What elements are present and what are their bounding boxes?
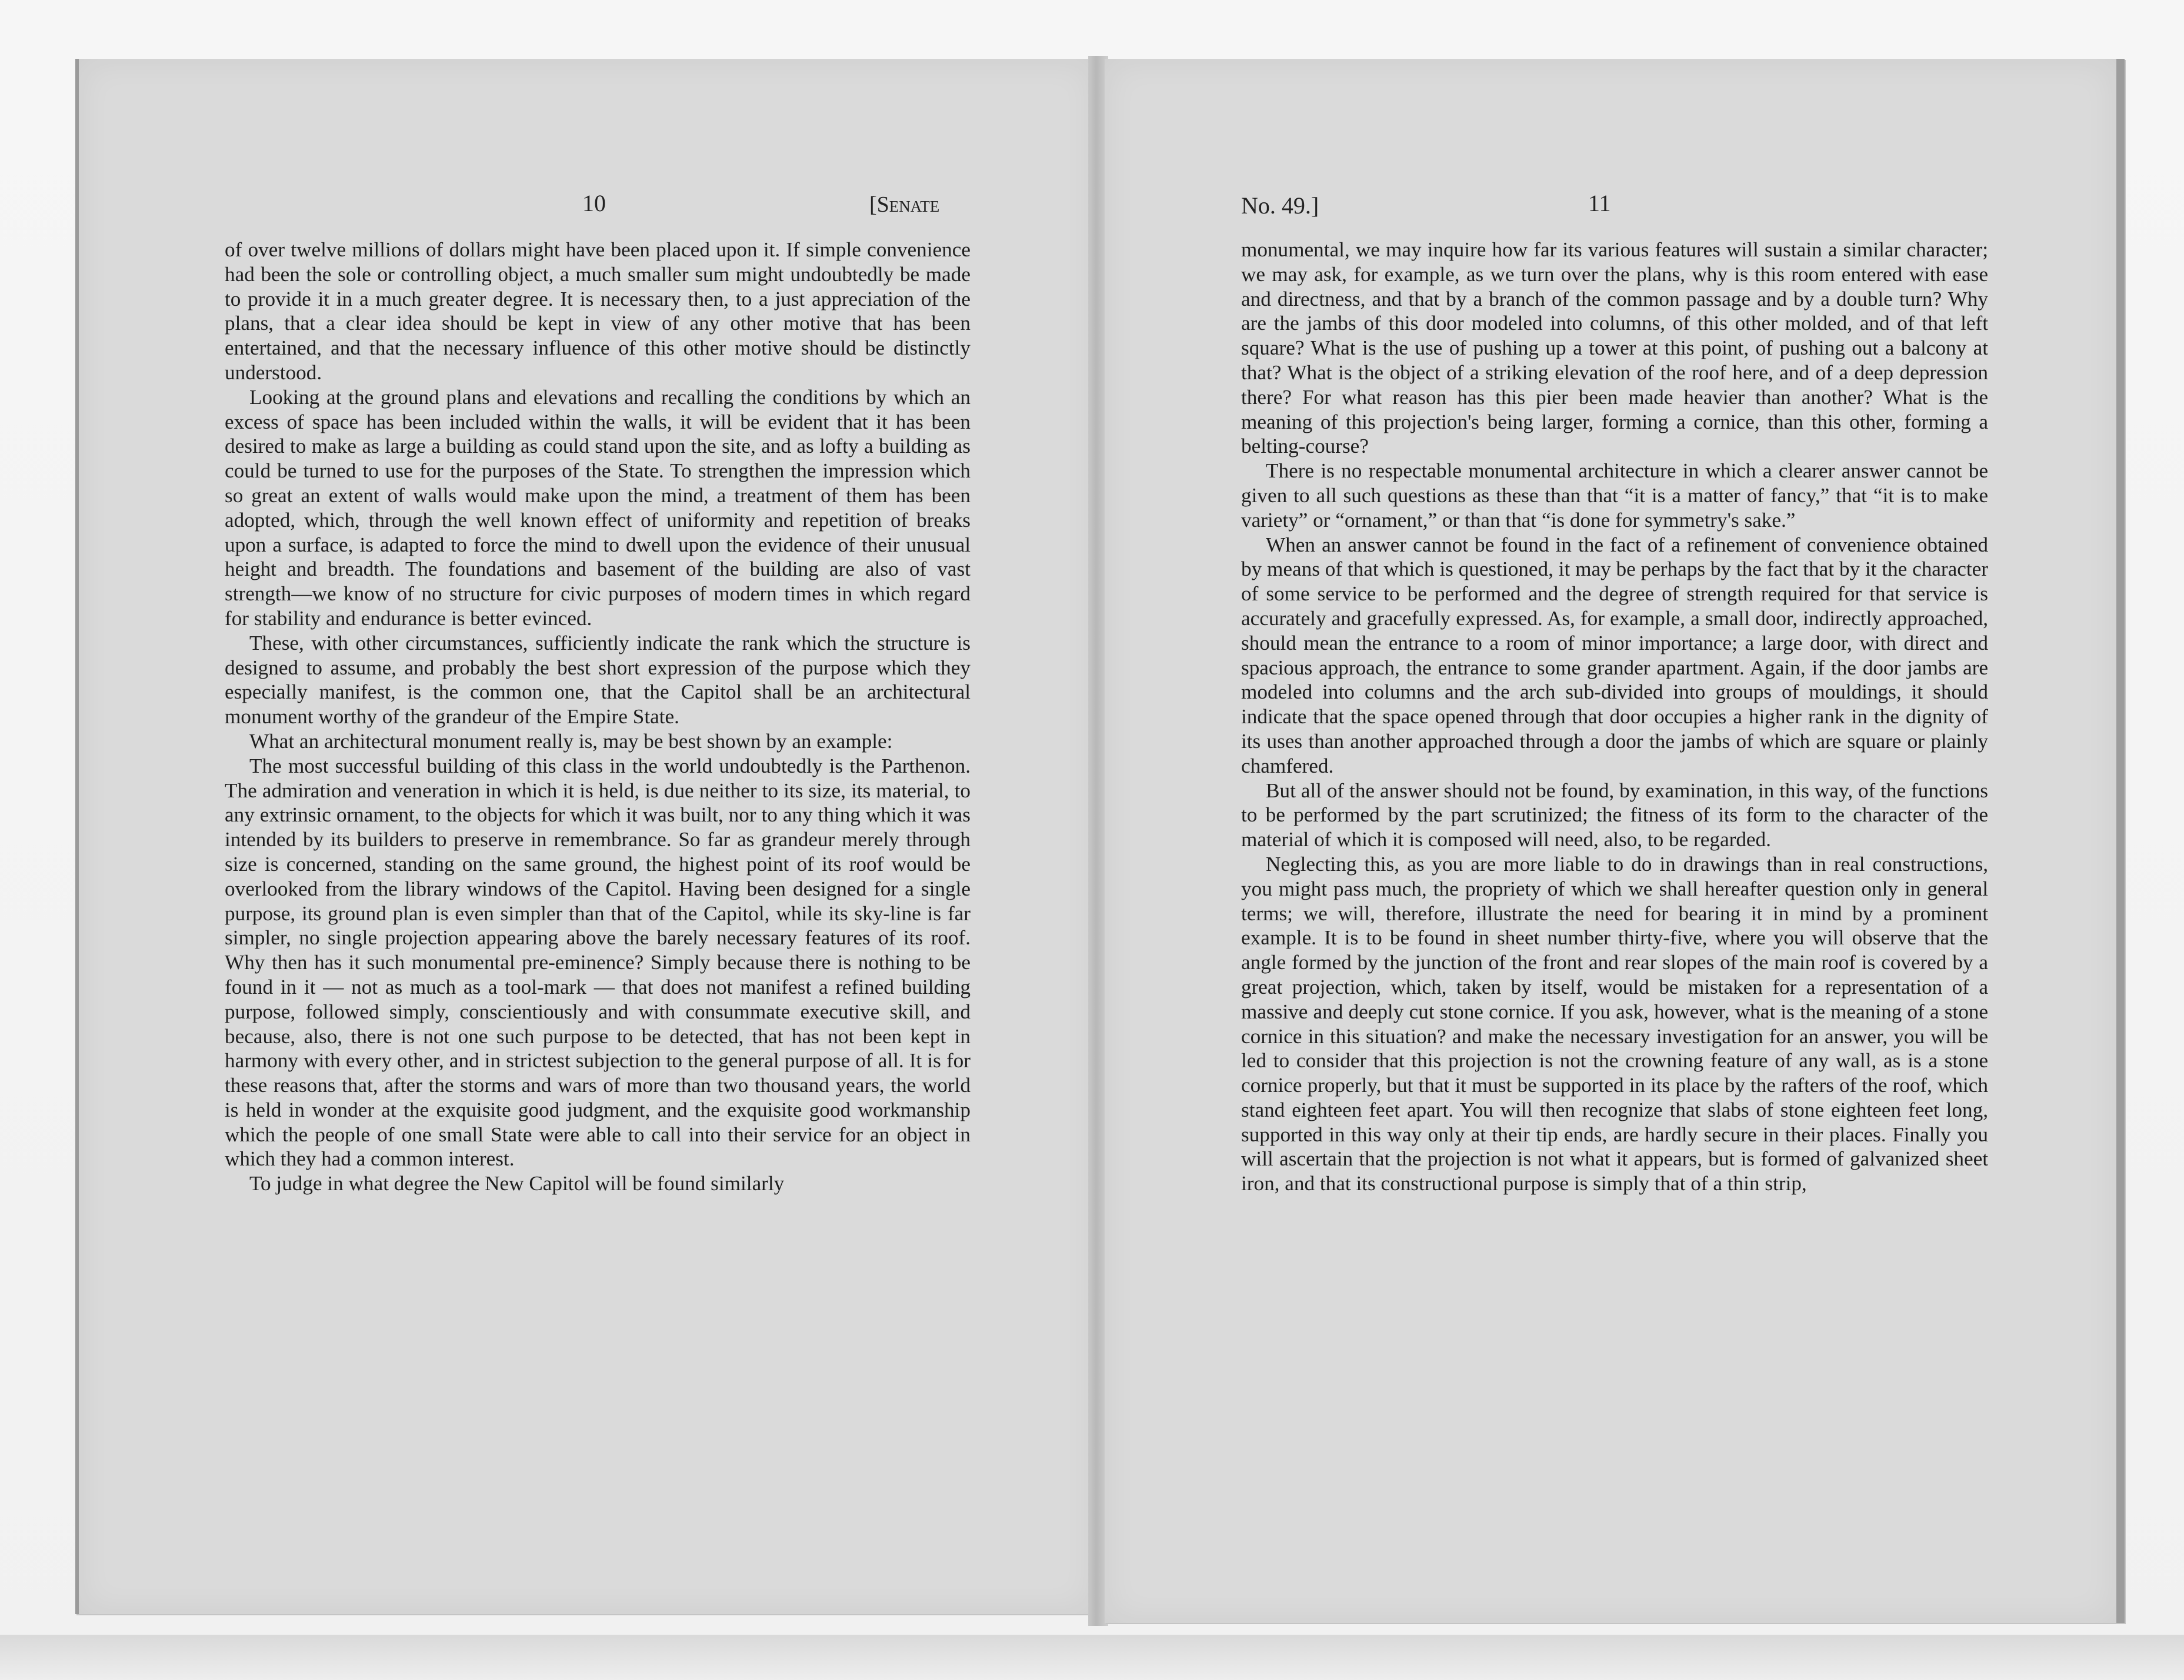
left-page: [75, 59, 1095, 1614]
right-running-head: No. 49.]: [1241, 192, 1319, 219]
left-page-number: 10: [582, 190, 606, 216]
right-paragraph-2: There is no respectable monumental architecture in which a clearer answer cannot be given to all such questions as these than that “it is a matter of fancy,” that “it is to make variety” or “ornament,” or than that “is done for symmetry's sake.”: [1241, 459, 1988, 532]
left-paragraph-6: To judge in what degree the New Capitol will be found similarly: [249, 1172, 785, 1195]
left-paragraph-4: What an architectural monument really is, may be best shown by an example:: [249, 729, 893, 753]
scan-bottom-edge: [0, 1635, 2184, 1680]
left-paragraph-5: The most successful building of this class in the world undoubtedly is the Parthenon. The admiration and veneration in which it is held, is due neither to its size, its material, to any extrinsic ornament, to the objects for which it was built, nor to any thing which it was intended by its builders to preserve in remembrance. So far as grandeur merely through size is concerned, standing on the same ground, the highest point of its roof would be overlooked from the library windows of the Capitol. Having been designed for a single purpose, its ground plan is even simpler than that of the Capitol, while its sky-line is far simpler, no single projection appearing above the barely necessary features of its roof. Why then has it such monumental pre-eminence? Simply because there is nothing to be found in it — not as much as a tool-mark — that does not manifest a refined building purpose, followed simply, conscientiously and with consummate executive skill, and because, also, there is not one such purpose to be detected, that has not been kept in harmony with every other, and in strictest subjection to the general purpose of all. It is for these reasons that, after the storms and wars of more than two thousand years, the world is held in wonder at the exquisite good judgment, and the exquisite good workmanship which the people of one small State were able to call into their service for an object in which they had a common interest.: [225, 754, 971, 1171]
left-paragraph-2: Looking at the ground plans and elevations and recalling the conditions by which an excess of space has been included within the walls, it will be evident that it has been desired to make as large a building as could stand upon the site, and as lofty a building as could be turned to use for the purposes of the State. To strengthen the impression which so great an extent of walls would make upon the mind, a treatment of them has been adopted, which, through the well known effect of uniformity and repetition of breaks upon a surface, is adapted to force the mind to dwell upon the evidence of their unusual height and breadth. The foundations and basement of the building are also of vast strength—we know of no structure for civic purposes of modern times in which regard for stability and endurance is better evinced.: [225, 385, 971, 630]
right-page: [1105, 59, 2125, 1623]
left-page-text: [225, 238, 971, 1196]
right-page-text: [1241, 238, 1988, 1196]
right-paragraph-5: Neglecting this, as you are more liable to do in drawings than in real constructions, you might pass much, the propriety of which we shall hereafter question only in general terms; we will, therefore, illustrate the need for bearing it in mind by a prominent example. It is to be found in sheet number thirty-five, where you will observe that the angle formed by the junction of the front and rear slopes of the main roof is covered by a great projection, which, taken by itself, would be mistaken for a representation of a massive and deeply cut stone cornice. If you ask, however, what is the meaning of a stone cornice in this situation? and make the necessary investigation for an answer, you will be led to consider that this projection is not the crowning feature of any wall, as is a stone cornice properly, but that it must be supported in its place by the rafters of the roof, which stand eighteen feet apart. You will then recognize that slabs of stone eighteen feet long, supported in this way only at their tip ends, are hardly secure in their places. Finally you will ascertain that the projection is not what it appears, but is formed of galvanized sheet iron, and that its constructional purpose is simply that of a thin strip,: [1241, 852, 1988, 1195]
right-paragraph-1: monumental, we may inquire how far its various features will sustain a similar character; we may ask, for example, as we turn over the plans, why is this room entered with ease and directness, and that by a branch of the common passage and by a double turn? Why are the jambs of this door modeled into columns, of this other molded, and of that left square? What is the use of pushing up a tower at this point, of pushing out a balcony at that? What is the object of a striking elevation of the roof here, and of a deep depression there? For what reason has this pier been made heavier than another? What is the meaning of this projection's being larger, forming a cornice, than this other, forming a belting-course?: [1241, 238, 1988, 458]
right-paragraph-4: But all of the answer should not be found, by examination, in this way, of the functions to be performed by the part scrutinized; the fitness of its form to the character of the material of which it is composed will need, also, to be regarded.: [1241, 779, 1988, 851]
right-page-number: 11: [1588, 190, 1611, 216]
left-running-head: [Senate: [869, 192, 940, 217]
left-paragraph-1: of over twelve millions of dollars might have been placed upon it. If simple convenience had been the sole or controlling object, a much smaller sum might undoubtedly be made to provide it in a much greater degree. It is necessary then, to a just appreciation of the plans, that a clear idea should be kept in view of any other motive that has been entertained, and that the necessary influence of this other motive should be distinctly understood.: [225, 238, 971, 384]
right-paragraph-3: When an answer cannot be found in the fact of a refinement of convenience obtained by means of that which is questioned, it may be perhaps by the fact that by it the character of some service to be performed and the degree of strength required for that service is accurately and gracefully expressed. As, for example, a small door, indirectly approached, should mean the entrance to a room of minor importance; a large door, with direct and spacious approach, the entrance to some grander apartment. Again, if the door jambs are modeled into columns and the arch sub-divided into groups of mouldings, it should indicate that the space opened through that door occupies a higher rank in the dignity of its uses than another approached through a door the jambs of which are square or plainly chamfered.: [1241, 533, 1988, 777]
left-paragraph-3: These, with other circumstances, sufficiently indicate the rank which the structure is designed to assume, and probably the best short expression of the purpose which they especially manifest, is the common one, that the Capitol shall be an architectural monument worthy of the grandeur of the Empire State.: [225, 631, 971, 729]
